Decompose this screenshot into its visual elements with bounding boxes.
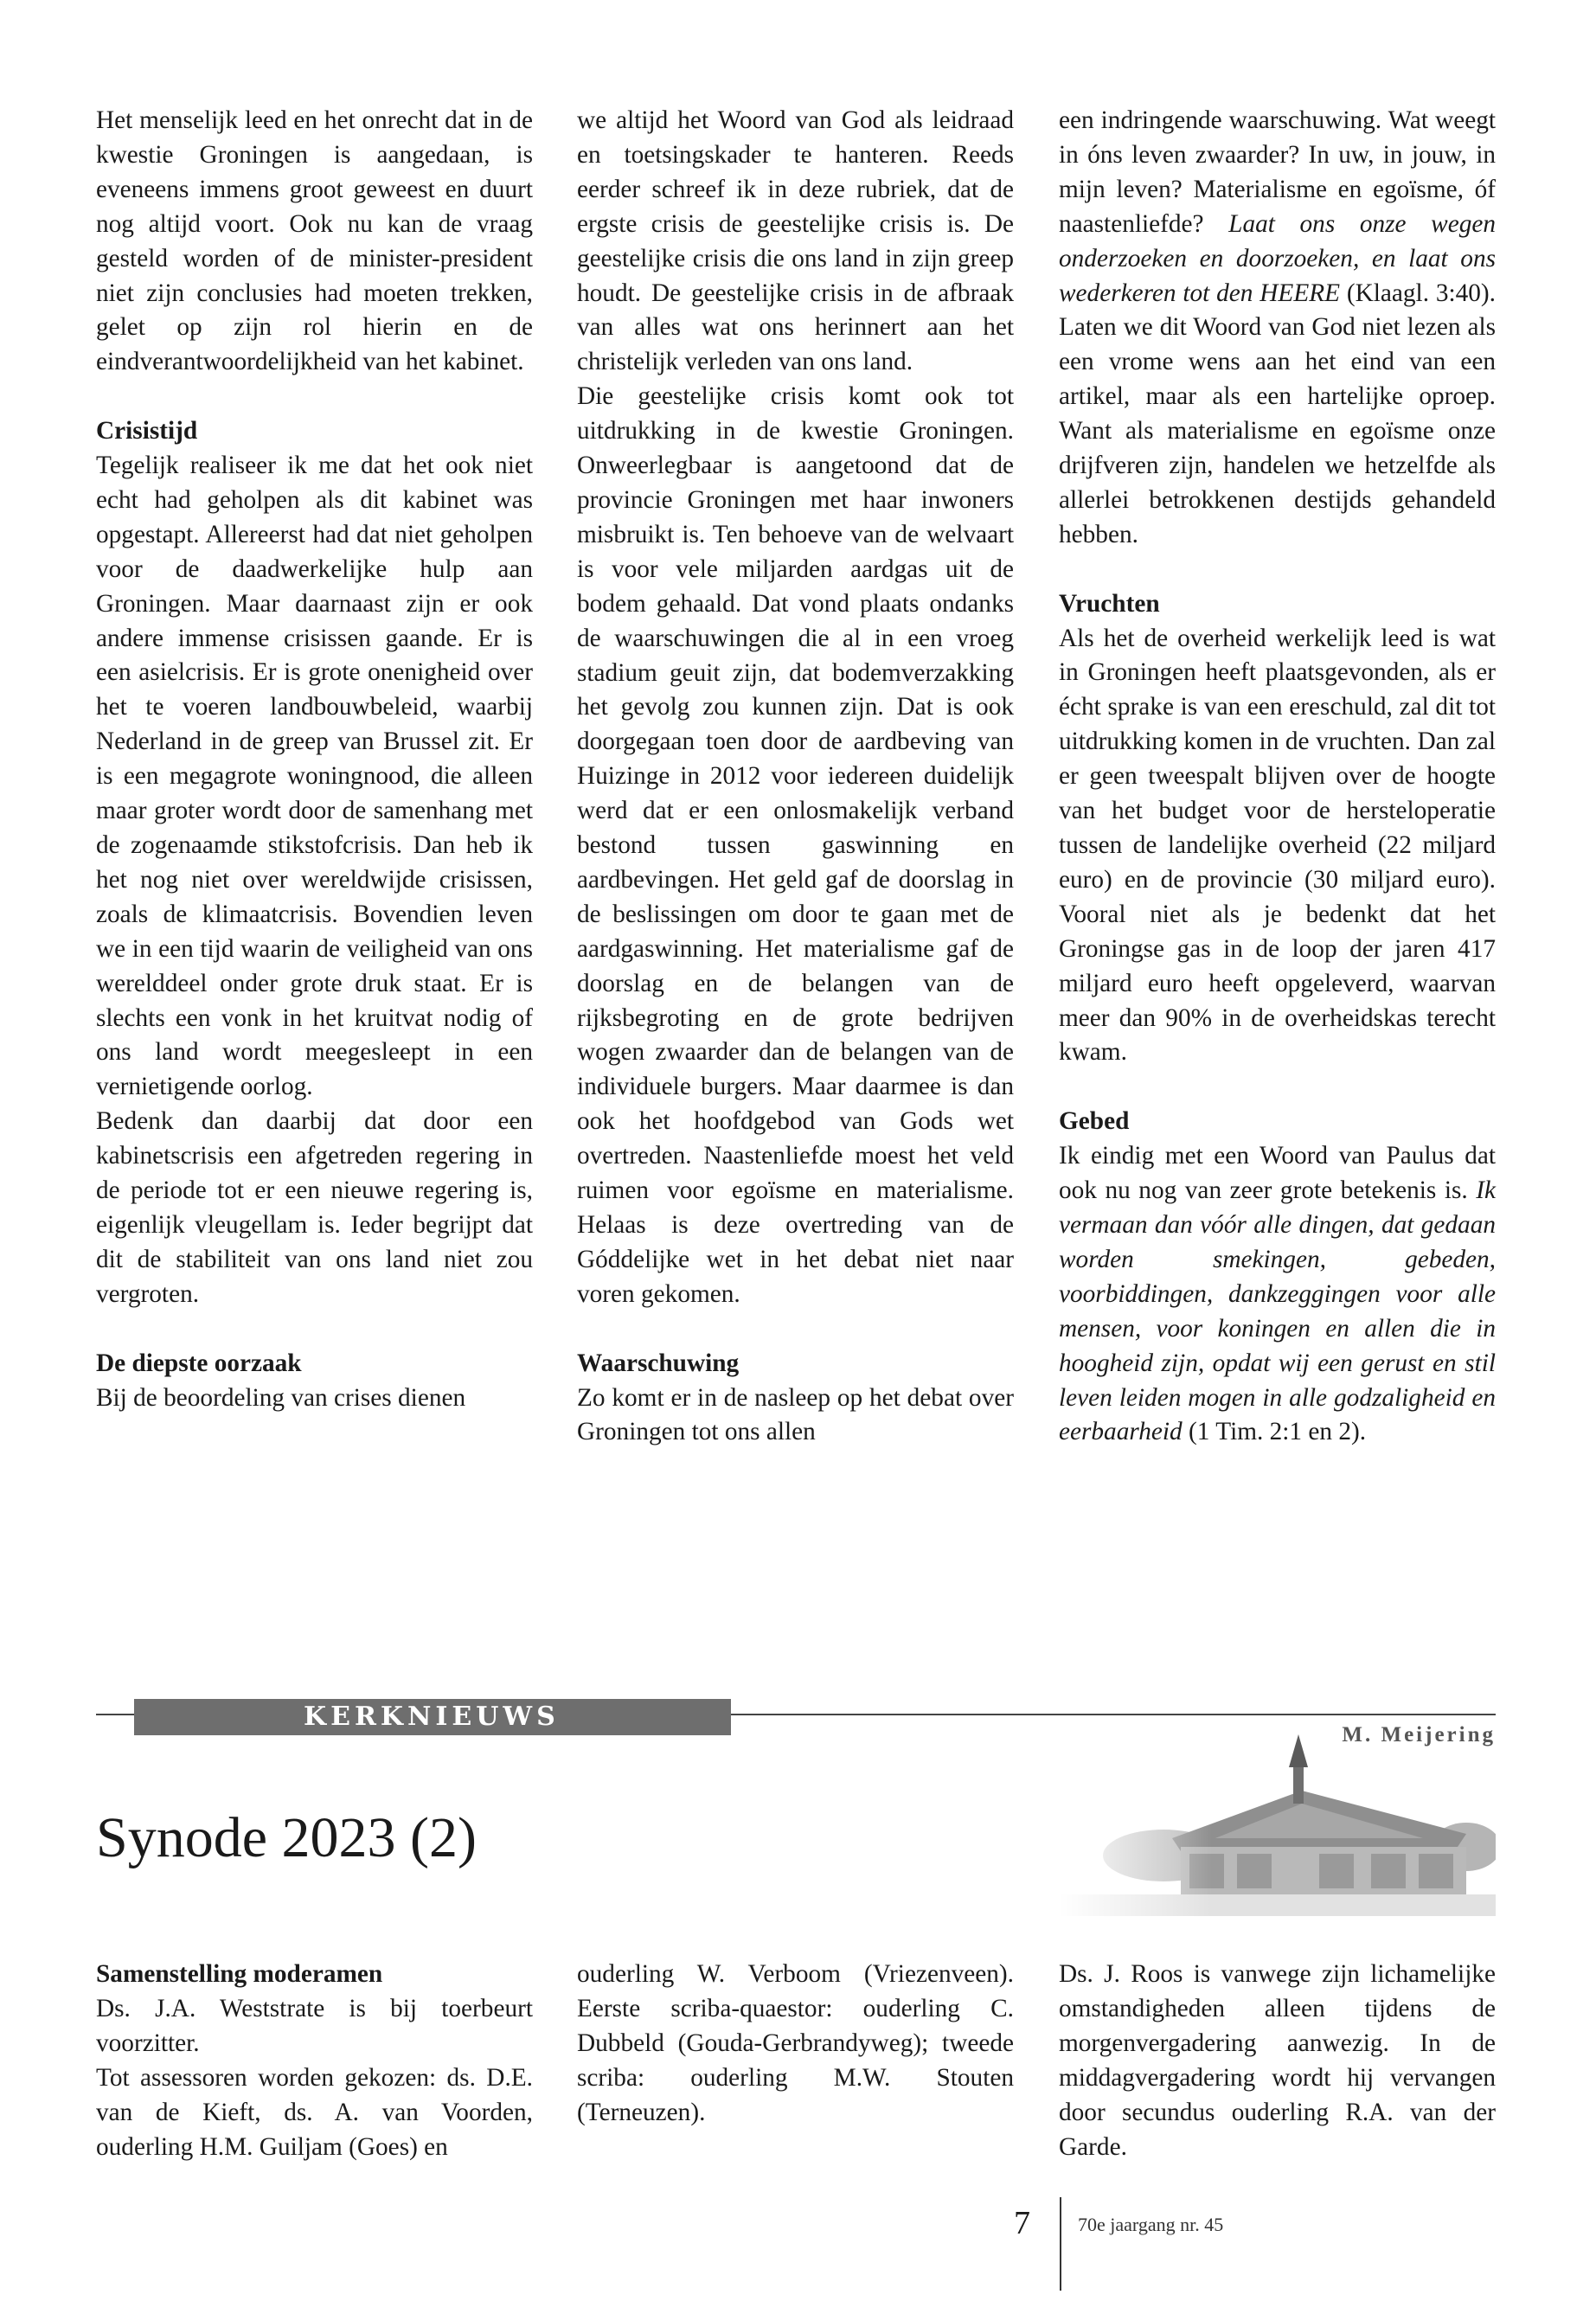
- page-number: 7: [1014, 2205, 1030, 2241]
- paragraph: Tegelijk realiseer ik me dat het ook niet echt had geholpen als dit kabinet was opgestapt. Allereerst had dat niet geholpen voor de daadwerkelijke hulp aan Groningen. Maar daarnaast zijn er ook andere immense crisissen gaande. Er is een asielcrisis. Er is grote onenigheid over het te voeren landbouwbeleid, waarbij Nederland in de greep van Brussel zit. Er is een megagrote woningnood, die alleen maar groter wordt door de samenhang met de zogenaamde stikstofcrisis. Dan heb ik het nog niet over wereldwijde crisissen, zoals de klimaatcrisis. Bovendien leven we in een tijd waarin de veiligheid van ons werelddeel onder grote druk staat. Er is slechts een vonk in het kruitvat nodig of ons land wordt meegesleept in een vernietigende oorlog.: [96, 452, 533, 1101]
- subheading-vruchten: Vruchten: [1059, 589, 1160, 618]
- article-column-1: [96, 104, 533, 1415]
- bible-quote: Laat ons onze wegen onderzoeken en doorzoeken, en laat ons wederkeren tot den HEERE: [1059, 209, 1496, 307]
- paragraph: Als het de overheid werkelijk leed is wat in Groningen heeft plaatsgevonden, als er écht sprake is van een ereschuld, zal dit tot uitdrukking komen in de vruchten. Dan zal er geen tweespalt blijven over de hoogte van het budget voor de hersteloperatie tussen de landelijke overheid (22 miljard euro) en de provincie (30 miljard euro). Vooral niet als je bedenkt dat het Groningse gas in de loop der jaren 417 miljard euro heeft opgeleverd, waarvan meer dan 90% in de overheidskas terecht kwam.: [1059, 624, 1496, 1067]
- synode-column-3: [1059, 1958, 1496, 2164]
- paragraph: Ds. J. Roos is vanwege zijn lichamelijke omstandigheden alleen tijdens de morgenvergadering aanwezig. In de middagvergadering wordt hij vervangen door secundus ouderling R.A. van der Garde.: [1059, 1960, 1496, 2161]
- subheading-samenstelling: Samenstelling moderamen: [96, 1960, 383, 1988]
- footer-divider: [1060, 2197, 1061, 2291]
- subheading-crisistijd: Crisistijd: [96, 417, 198, 445]
- paragraph: Ds. J.A. Weststrate is bij toerbeurt voorzitter.: [96, 1994, 533, 2057]
- article-title: Synode 2023 (2): [96, 1806, 477, 1869]
- subheading-gebed: Gebed: [1059, 1107, 1130, 1136]
- paragraph: ouderling W. Verboom (Vriezenveen). Eerste scriba-quaestor: ouderling C. Dubbeld (Gouda-Gerbrandyweg); tweede scriba: ouderling M.W. Stouten (Terneuzen).: [577, 1960, 1014, 2126]
- section-banner-label: KERKNIEUWS: [304, 1702, 560, 1732]
- paragraph: Tot assessoren worden gekozen: ds. D.E. van de Kieft, ds. A. van Voorden, ouderling H.M. Guiljam (Goes) en: [96, 2063, 533, 2161]
- bible-quote: Ik vermaan dan vóór alle dingen, dat gedaan worden smekingen, gebeden, voorbiddingen, dankzeggingen voor alle mensen, voor koningen en allen die in hoogheid zijn, opdat wij een gerust en stil leven leiden mogen in alle godzaligheid en eerbaarheid: [1059, 1176, 1496, 1446]
- paragraph: we altijd het Woord van God als leidraad en toetsingskader te hanteren. Reeds eerder schreef ik in deze rubriek, dat de ergste crisis de geestelijke crisis is. De geestelijke crisis die ons land in zijn greep houdt. De geestelijke crisis in de afbraak van alles wat ons herinnert aan het christelijk verleden van ons land.: [577, 106, 1014, 376]
- paragraph: Bij de beoordeling van crises dienen: [96, 1383, 466, 1412]
- section-banner: [134, 1699, 731, 1735]
- article-column-3: [1059, 104, 1496, 1450]
- subheading-waarschuwing: Waarschuwing: [577, 1349, 740, 1377]
- paragraph: Het menselijk leed en het onrecht dat in de kwestie Groningen is aangedaan, is eveneens immens groot geweest en duurt nog altijd voort. Ook nu kan de vraag gesteld worden of de minister-president niet zijn conclusies had moeten trekken, gelet op zijn rol hierin en de eindverantwoordelijkheid van het kabinet.: [96, 106, 533, 376]
- synode-column-1: [96, 1958, 533, 2164]
- subheading-diepste-oorzaak: De diepste oorzaak: [96, 1349, 302, 1377]
- paragraph: Zo komt er in de nasleep op het debat over Groningen tot ons allen: [577, 1383, 1014, 1446]
- paragraph: een indringende waarschuwing. Wat weegt in óns leven zwaarder? In uw, in jouw, in mijn leven? Materialisme en egoïsme, óf naastenliefde? Laat ons onze wegen onderzoeken en doorzoeken, en laat ons wederkeren tot den HEERE (Klaagl. 3:40). Laten we dit Woord van God niet lezen als een vrome wens aan het eind van een artikel, maar als een hartelijke oproep. Want als materialisme en egoïsme onze drijfveren zijn, handelen we hetzelfde als allerlei betrokkenen destijds gehandeld hebben.: [1059, 106, 1497, 548]
- issue-label: 70e jaargang nr. 45: [1078, 2214, 1224, 2235]
- paragraph: Die geestelijke crisis komt ook tot uitdrukking in de kwestie Groningen. Onweerlegbaar is aangetoond dat de provincie Groningen met haar inwoners misbruikt is. Ten behoeve van de welvaart is voor vele miljarden aardgas uit de bodem gehaald. Dat vond plaats ondanks de waarschuwingen die al in een vroeg stadium geuit zijn, dat bodemverzakking het gevolg zou kunnen zijn. Dat is ook doorgegaan toen door de aardbeving van Huizinge in 2012 voor iedereen duidelijk werd dat er een onlosmakelijk verband bestond tussen gaswinning en aardbevingen. Het geld gaf de doorslag in de beslissingen om door te gaan met de aardgaswinning. Het materialisme gaf de doorslag en de belangen van de rijksbegroting en de grote bedrijven wogen zwaarder dan de belangen van de individuele burgers. Maar daarmee is dan ook het hoofdgebod van Gods wet overtreden. Naastenliefde moest het veld ruimen voor egoïsme en materialisme. Helaas is deze overtreding van de Góddelijke wet in het debat niet naar voren gekomen.: [577, 382, 1014, 1308]
- synode-column-2: [577, 1958, 1014, 2131]
- paragraph: Ik eindig met een Woord van Paulus dat ook nu nog van zeer grote betekenis is. Ik vermaan dan vóór alle dingen, dat gedaan worden smekingen, gebeden, voorbiddingen, dankzeggingen voor alle mensen, voor koningen en allen die in hoogheid zijn, opdat wij een gerust en stil leven leiden mogen in alle godzaligheid en eerbaarheid (1 Tim. 2:1 en 2).: [1059, 1142, 1496, 1446]
- article-column-2: [577, 104, 1014, 1450]
- paragraph: Bedenk dan daarbij dat door een kabinetscrisis een afgetreden regering in de periode tot er een nieuwe regering is, eigenlijk vleugellam is. Ieder begrijpt dat dit de stabiliteit van ons land niet zou vergroten.: [96, 1107, 533, 1308]
- author-name: M. Meijering: [1342, 1723, 1496, 1747]
